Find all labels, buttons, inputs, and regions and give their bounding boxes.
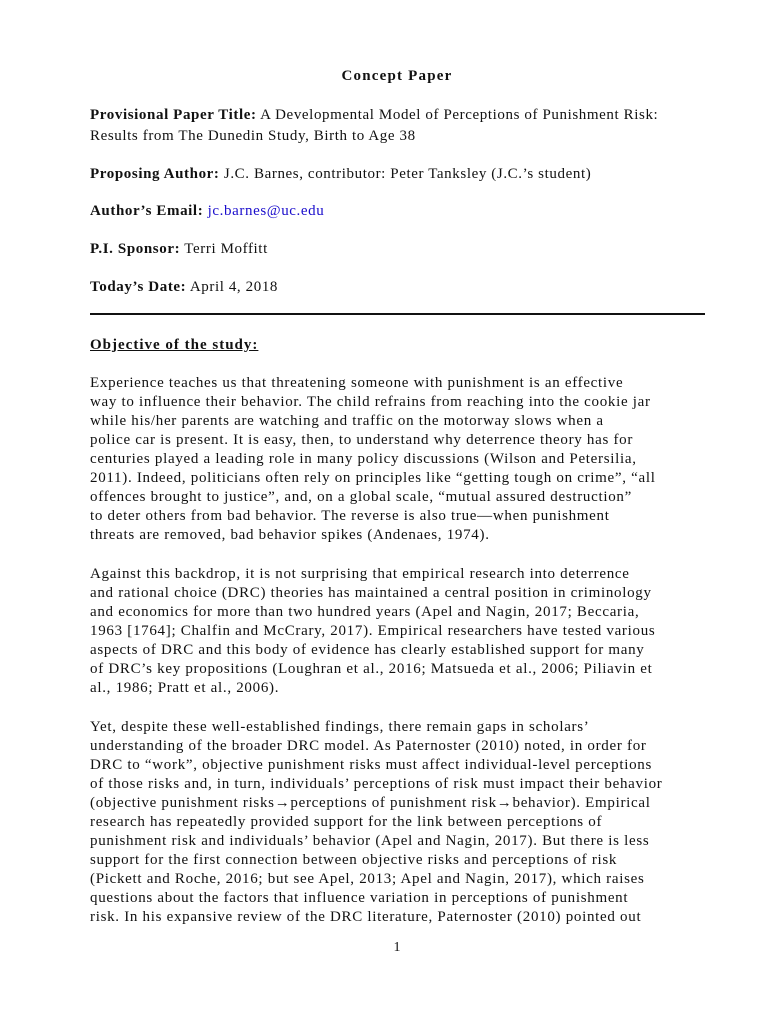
paragraph3-line: (Pickett and Roche, 2016; but see Apel, 2013; Apel and Nagin, 2017), which raises	[90, 871, 645, 887]
paragraph2-line: and economics for more than two hundred years (Apel and Nagin, 2017; Beccaria,	[90, 604, 640, 620]
paragraph2-line: Against this backdrop, it is not surprising that empirical research into deterrence	[90, 566, 630, 582]
paragraph1-line: threats are removed, bad behavior spikes (Andenaes, 1974).	[90, 527, 490, 543]
author-label: Proposing Author:	[90, 166, 220, 182]
paragraph1-line: Experience teaches us that threatening someone with punishment is an effective	[90, 375, 624, 391]
paragraph1-line: 2011). Indeed, politicians often rely on principles like “getting tough on crime”, “all	[90, 470, 656, 486]
paragraph3-line: questions about the factors that influence variation in perceptions of punishment	[90, 890, 629, 906]
date-field	[90, 277, 720, 298]
date-value: April 4, 2018	[189, 279, 279, 295]
paragraph3-line: understanding of the broader DRC model. As Paternoster (2010) noted, in order for	[90, 738, 647, 754]
email-link[interactable]: jc.barnes@uc.edu	[207, 203, 325, 219]
paper-title-label: Provisional Paper Title:	[90, 107, 257, 123]
paragraph2-line: al., 1986; Pratt et al., 2006).	[90, 680, 280, 696]
author-value: J.C. Barnes, contributor: Peter Tanksley (J.C.’s student)	[223, 166, 592, 182]
paragraph1-line: way to influence their behavior. The child refrains from reaching into the cookie jar	[90, 394, 651, 410]
section-heading: Objective of the study:	[90, 337, 259, 353]
paragraph3-line: risk. In his expansive review of the DRC literature, Paternoster (2010) pointed out	[90, 909, 642, 925]
paragraph3-line: of those risks and, in turn, individuals’ perceptions of risk must impact their behavior	[90, 776, 663, 792]
email-field	[90, 201, 720, 222]
sponsor-label: P.I. Sponsor:	[90, 241, 181, 257]
paragraph2-line: and rational choice (DRC) theories has maintained a central position in criminology	[90, 585, 652, 601]
paper-title-field	[90, 105, 720, 147]
sponsor-field	[90, 239, 720, 260]
paragraph3-line: punishment risk and individuals’ behavior (Apel and Nagin, 2017). But there is less	[90, 833, 650, 849]
author-field	[90, 164, 720, 185]
paragraph3-line: research has repeatedly provided support for the link between perceptions of	[90, 814, 603, 830]
sponsor-value: Terri Moffitt	[184, 241, 268, 257]
paragraph1-line: police car is present. It is easy, then, to understand why deterrence theory has for	[90, 432, 634, 448]
paragraph2-line: aspects of DRC and this body of evidence has clearly established support for many	[90, 642, 645, 658]
page-number: 1	[393, 940, 401, 955]
paper-title-line1: A Developmental Model of Perceptions of Punishment Risk:	[260, 107, 659, 123]
paragraph1-line: centuries played a leading role in many policy discussions (Wilson and Petersilia,	[90, 451, 637, 467]
paragraph2-line: of DRC’s key propositions (Loughran et al., 2016; Matsueda et al., 2006; Piliavin et	[90, 661, 653, 677]
paragraph3-line: support for the first connection between objective risks and perceptions of risk	[90, 852, 618, 868]
paragraph3-line: (objective punishment risks→perceptions of punishment risk→behavior). Empirical	[90, 795, 651, 811]
paragraph1-line: offences brought to justice”, and, on a global scale, “mutual assured destruction”	[90, 489, 632, 505]
paragraph1-line: to deter others from bad behavior. The reverse is also true—when punishment	[90, 508, 610, 524]
email-label: Author’s Email:	[90, 203, 204, 219]
date-label: Today’s Date:	[90, 279, 187, 295]
paper-title-line2: Results from The Dunedin Study, Birth to Age 38	[90, 128, 416, 144]
paragraph3-line: Yet, despite these well-established findings, there remain gaps in scholars’	[90, 719, 590, 735]
document-title: Concept Paper	[341, 68, 453, 84]
paragraph2-line: 1963 [1764]; Chalfin and McCrary, 2017). Empirical researchers have tested various	[90, 623, 656, 639]
paragraph1-line: while his/her parents are watching and traffic on the motorway slows when a	[90, 413, 604, 429]
horizontal-rule	[90, 313, 705, 315]
paragraph3-line: DRC to “work”, objective punishment risks must affect individual-level perceptions	[90, 757, 653, 773]
